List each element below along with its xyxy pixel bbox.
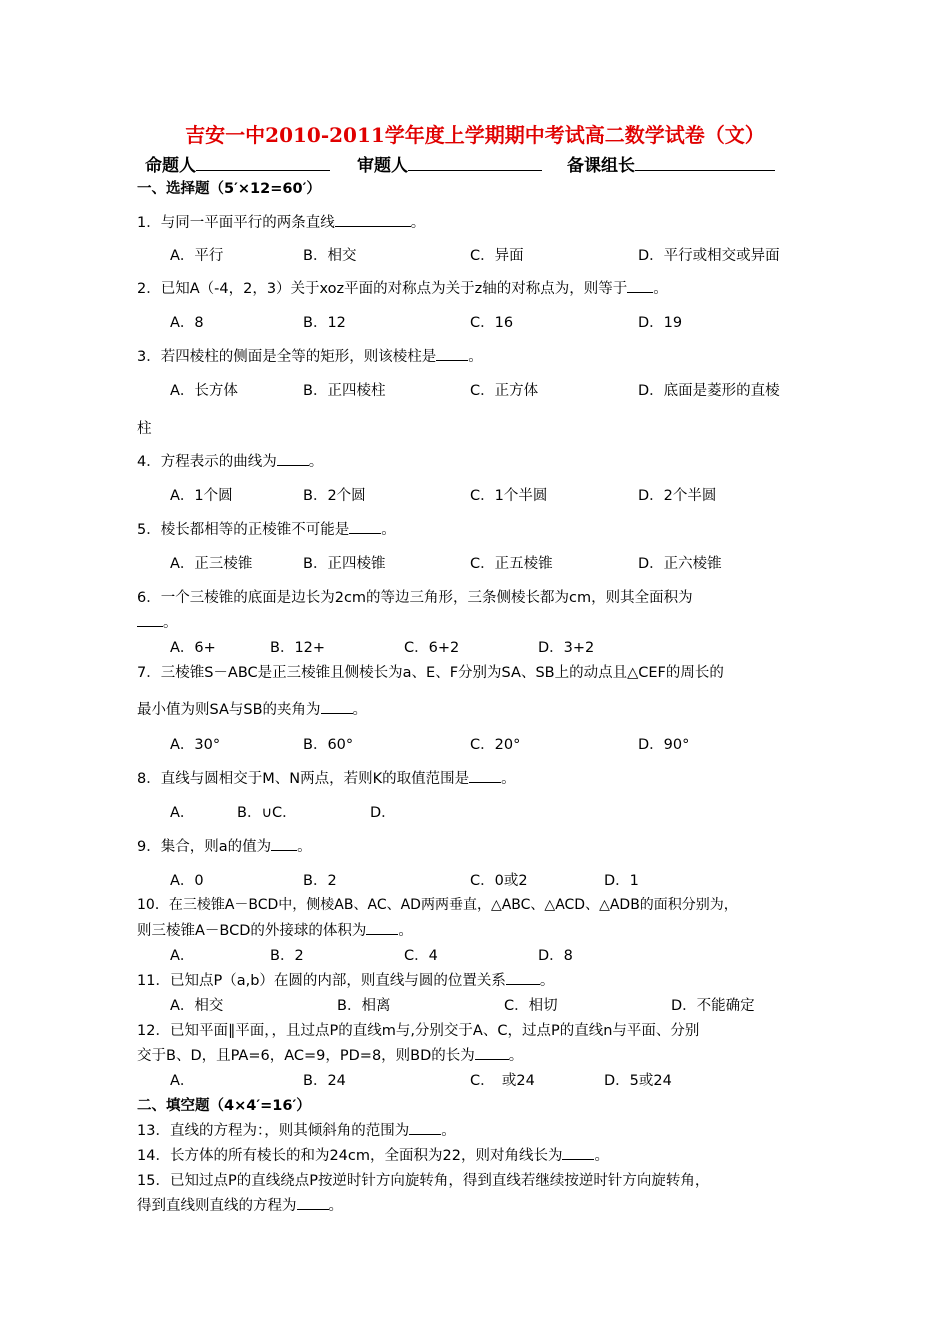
option-b: B．24	[303, 1073, 346, 1089]
question-tail: 。	[501, 771, 516, 787]
question-3	[137, 345, 483, 366]
question-stem: 则三棱锥A－BCD的外接球的体积为	[137, 923, 367, 939]
option-d: D．8	[538, 948, 573, 964]
question-12: 12．已知平面∥平面，，且过点P的直线m与,分别交于A、C，过点P的直线n与平面、分别	[137, 1023, 700, 1039]
leader-blank	[635, 153, 775, 171]
question-stem: 得到直线则直线的方程为	[137, 1198, 297, 1214]
question-9	[137, 835, 312, 856]
question-1	[137, 211, 425, 232]
option-d: D．不能确定	[671, 998, 755, 1014]
option-b: B．相交	[303, 248, 357, 264]
reviewer-label: 审题人	[357, 156, 408, 176]
option-b: B．相离	[337, 998, 391, 1014]
question-stem: 最小值为则SA与SB的夹角为	[137, 702, 321, 718]
option-a: A．1个圆	[170, 488, 233, 504]
option-d: D．5或24	[604, 1073, 672, 1089]
answer-blank	[321, 699, 353, 714]
option-a: A．	[170, 948, 195, 964]
option-a: A．正三棱锥	[170, 556, 253, 572]
option-a: A．长方体	[170, 383, 238, 399]
option-c: C．异面	[470, 248, 524, 264]
option-c: C．6+2	[404, 640, 460, 656]
question-tail: 。	[441, 1123, 456, 1139]
option-b: B．正四棱柱	[303, 383, 386, 399]
question-stem: 2．已知A（-4，2，3）关于xoz平面的对称点为关于z轴的对称点为，则等于	[137, 281, 628, 297]
answer-blank	[409, 1120, 441, 1135]
section-heading-fill: 二、填空题（4×4′=16′）	[137, 1098, 311, 1114]
question-14	[137, 1144, 609, 1165]
question-stem: 8．直线与圆相交于M、N两点，若则K的取值范围是	[137, 771, 470, 787]
answer-blank	[349, 519, 381, 534]
question-10-line2	[137, 919, 413, 940]
answer-blank	[297, 1195, 329, 1210]
option-a: A．相交	[170, 998, 224, 1014]
setter-label: 命题人	[145, 156, 196, 176]
question-stem: 13．直线的方程为：，则其倾斜角的范围为	[137, 1123, 410, 1139]
question-tail: 。	[653, 281, 668, 297]
option-c: C．0或2	[470, 873, 528, 889]
question-tail: 。	[410, 215, 426, 231]
question-5	[137, 518, 396, 539]
question-tail: 。	[508, 1048, 524, 1064]
option-d: D．底面是菱形的直棱	[638, 383, 780, 399]
question-stem: 5．棱长都相等的正棱锥不可能是	[137, 522, 350, 538]
option-c: C．相切	[504, 998, 558, 1014]
question-stem: 4．方程表示的曲线为	[137, 454, 277, 470]
option-b: B．2	[303, 873, 337, 889]
question-stem: 14．长方体的所有棱长的和为24cm，全面积为22，则对角线长为	[137, 1148, 563, 1164]
option-c: C． 或24	[470, 1073, 535, 1089]
reviewer-blank	[408, 153, 542, 171]
option-a: A．8	[170, 315, 204, 331]
option-b: B．12	[303, 315, 346, 331]
question-tail: 。	[468, 349, 483, 365]
answer-blank	[366, 920, 398, 935]
option-d: D．平行或相交或异面	[638, 248, 780, 264]
option-d: D．2个半圆	[638, 488, 717, 504]
question-2	[137, 277, 668, 298]
question-stem: 3．若四棱柱的侧面是全等的矩形，则该棱柱是	[137, 349, 437, 365]
option-c: C．正方体	[470, 383, 539, 399]
option-b: B．60°	[303, 737, 354, 753]
answer-blank	[627, 278, 653, 293]
option-d: D．90°	[638, 737, 690, 753]
question-13	[137, 1119, 456, 1140]
question-7-line2	[137, 698, 367, 719]
answer-blank	[436, 346, 468, 361]
question-tail: 。	[539, 973, 555, 989]
option-d: D．19	[638, 315, 683, 331]
answer-blank	[137, 612, 163, 627]
question-tail: 。	[381, 522, 396, 538]
answer-blank	[277, 451, 309, 466]
question-stem: 11．已知点P（a,b）在圆的内部，则直线与圆的位置关系	[137, 973, 506, 989]
reviewer-field	[357, 151, 542, 176]
question-tail: 。	[328, 1198, 343, 1214]
page-title: 吉安一中2010-2011学年度上学期期中考试高二数学试卷（文）	[185, 123, 765, 147]
option-b: B．正四棱锥	[303, 556, 386, 572]
answer-blank	[469, 768, 501, 783]
option-a: A．0	[170, 873, 204, 889]
question-tail: 。	[308, 454, 324, 470]
option-d: D．正六棱锥	[638, 556, 722, 572]
option-d: D．3+2	[538, 640, 595, 656]
option-b-c: B．∪C．	[237, 805, 297, 821]
option-a: A．6+	[170, 640, 216, 656]
option-a: A．30°	[170, 737, 221, 753]
question-8	[137, 767, 516, 788]
option-d: D．	[370, 805, 396, 821]
option-b: B．2	[270, 948, 304, 964]
option-a: A．平行	[170, 248, 224, 264]
question-tail: 。	[398, 923, 413, 939]
answer-blank	[506, 970, 540, 985]
option-b: B．12+	[270, 640, 326, 656]
leader-label: 备课组长	[567, 156, 635, 176]
question-10: 10．在三棱锥A－BCD中，侧棱AB、AC、AD两两垂直，△ABC、△ACD、△ADB的面积分别为，	[137, 897, 738, 913]
answer-blank	[562, 1145, 594, 1160]
question-12-line2	[137, 1044, 523, 1065]
option-c: C．1个半圆	[470, 488, 548, 504]
option-c: C．正五棱锥	[470, 556, 553, 572]
question-6: 6．一个三棱锥的底面是边长为2cm的等边三角形，三条侧棱长都为cm，则其全面积为	[137, 590, 693, 606]
section-heading-choice: 一、选择题（5′×12=60′）	[137, 181, 321, 197]
question-tail: 。	[594, 1148, 609, 1164]
question-7: 7．三棱锥S－ABC是正三棱锥且侧棱长为a、E、F分别为SA、SB上的动点且△CEF的周长的	[137, 665, 724, 681]
question-15: 15．已知过点P的直线绕点P按逆时针方向旋转角，得到直线若继续按逆时针方向旋转角，	[137, 1173, 710, 1189]
question-tail: 。	[163, 615, 178, 631]
question-stem: 9．集合，则a的值为	[137, 839, 272, 855]
option-d: D．1	[604, 873, 639, 889]
option-a: A．	[170, 1073, 195, 1089]
question-stem: 交于B、D，且PA=6，AC=9，PD=8，则BD的长为	[137, 1048, 475, 1064]
question-4	[137, 450, 323, 471]
question-tail: 。	[297, 839, 312, 855]
question-tail: 。	[352, 702, 368, 718]
question-6-answer-line	[137, 611, 178, 632]
question-stem: 1．与同一平面平行的两条直线	[137, 215, 335, 231]
question-15-line2	[137, 1194, 343, 1215]
setter-blank	[196, 153, 330, 171]
option-c: C．4	[404, 948, 438, 964]
answer-blank	[475, 1045, 509, 1060]
setter-field	[145, 151, 330, 176]
option-c: C．16	[470, 315, 514, 331]
option-b: B．2个圆	[303, 488, 366, 504]
option-continuation: 柱	[137, 421, 152, 437]
option-c: C．20°	[470, 737, 521, 753]
question-11	[137, 969, 554, 990]
leader-field	[567, 151, 775, 176]
answer-blank	[271, 836, 297, 851]
answer-blank	[335, 212, 411, 227]
option-a: A．	[170, 805, 195, 821]
